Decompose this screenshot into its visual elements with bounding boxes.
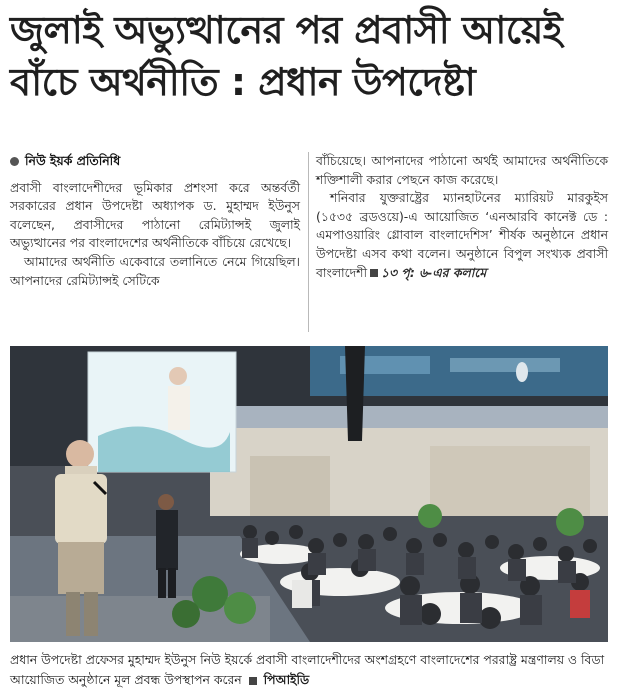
headline	[10, 4, 610, 108]
event-photo	[10, 346, 608, 642]
right-paragraph-2-text: শনিবার যুক্তরাষ্ট্রের ম্যানহাটনের ম্যারিয়ট মারকুইস (১৫৩৫ ব্রডওয়ে)-এ আয়োজিত ‘এনআরবি কানেক্ট ডে : এমপাওয়ারিং গ্লোবাল বাংলাদেশিস’ শীর্ষক অনুষ্ঠানে প্রধান উপদেষ্টা এসব কথা বলেন। অনুষ্ঠানে বিপুল সংখ্যক প্রবাসী বাংলাদেশী	[316, 190, 608, 280]
photo-caption	[10, 650, 608, 690]
right-column	[316, 152, 608, 282]
byline-text: নিউ ইয়র্ক প্রতিনিধি	[25, 153, 121, 168]
continuation-jump: ১৩ পৃ: ৬-এর কলামে	[381, 264, 487, 280]
headline-line-2: বাঁচে অর্থনীতি : প্রধান উপদেষ্টা	[10, 60, 476, 104]
right-paragraph-1: বাঁচিয়েছে। আপনাদের পাঠানো অর্থই আমাদের অর্থনীতিকে শক্তিশালী করার পেছনে কাজ করেছে।	[316, 153, 608, 187]
left-paragraph-1: প্রবাসী বাংলাদেশীদের ভূমিকার প্রশংসা করে অন্তর্বর্তী সরকারের প্রধান উপদেষ্টা অধ্যাপক ড. মুহাম্মদ ইউনুস বলেছেন, প্রবাসীদের পাঠানো রেমিট্যান্সই জুলাই অভ্যুত্থানের পর বাংলাদেশের অর্থনীতিকে বাঁচিয়ে রেখেছে।	[10, 179, 300, 251]
article-body	[10, 152, 608, 340]
event-photo-illustration	[10, 346, 608, 642]
left-column	[10, 152, 300, 290]
square-marker-icon	[370, 269, 378, 277]
caption-text: প্রধান উপদেষ্টা প্রফেসর মুহাম্মদ ইউনুস নিউ ইয়র্কে প্রবাসী বাংলাদেশীদের অংশগ্রহণে বাংলাদেশের পররাষ্ট্র মন্ত্রণালয় ও বিডা আয়োজিত অনুষ্ঠানে মূল প্রবন্ধ উপস্থাপন করেন	[10, 652, 605, 687]
caption-square-marker-icon	[249, 677, 257, 685]
column-divider	[308, 152, 309, 332]
bullet-icon	[10, 157, 19, 166]
right-paragraph-2	[316, 189, 608, 282]
left-paragraph-2: আমাদের অর্থনীতি একেবারে তলানিতে নেমে গিয়েছিল। আপনাদের রেমিট্যান্সই সেটিকে	[10, 253, 300, 288]
photo-credit: পিআইডি	[263, 672, 310, 687]
byline	[10, 152, 300, 171]
headline-line-1: জুলাই অভ্যুত্থানের পর প্রবাসী আয়েই	[10, 8, 563, 52]
